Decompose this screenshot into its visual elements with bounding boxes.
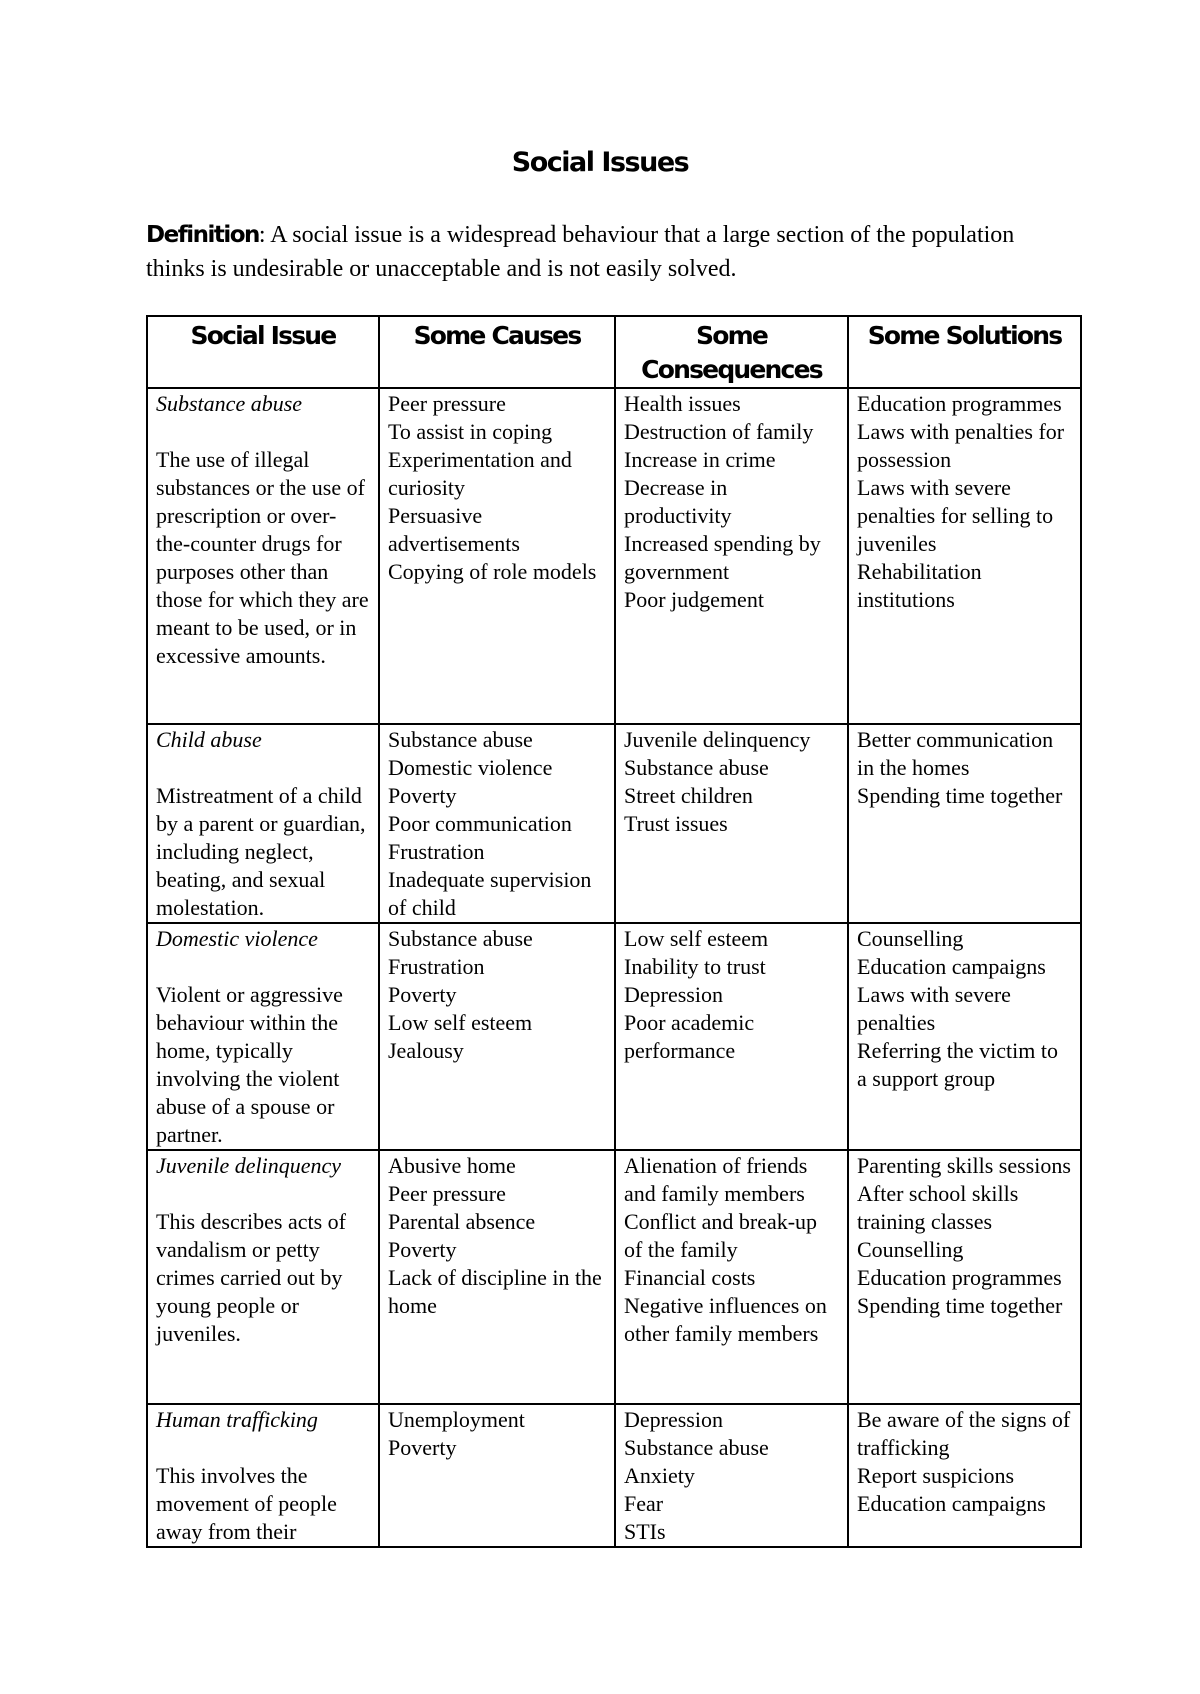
solution-item: Education programmes (857, 391, 1062, 416)
solution-item: Education programmes (857, 1265, 1062, 1290)
consequence-item: Destruction of family (624, 419, 814, 444)
issue-description: Mistreatment of a child by a parent or guardian, including neglect, beating, and sexual molestation. (156, 783, 366, 920)
causes-cell (379, 1150, 615, 1404)
table-row (147, 1404, 1081, 1547)
solution-item: Laws with penalties for possession (857, 419, 1065, 472)
header-some-consequences: Some Consequences (615, 316, 848, 388)
consequence-item: Substance abuse (624, 1435, 769, 1460)
table-body (147, 388, 1081, 1547)
solutions-cell (848, 1404, 1081, 1547)
cause-item: Poverty (388, 982, 457, 1007)
consequence-item: Low self esteem (624, 926, 769, 951)
solution-item: Better communication in the homes (857, 727, 1054, 780)
definition-paragraph (146, 218, 1066, 286)
header-some-solutions: Some Solutions (848, 316, 1081, 388)
causes-cell (379, 1404, 615, 1547)
causes-cell (379, 388, 615, 724)
cause-item: Poor communication (388, 811, 572, 836)
cause-item: Abusive home (388, 1153, 516, 1178)
cause-item: Poverty (388, 1435, 457, 1460)
solution-item: Spending time together (857, 1293, 1063, 1318)
solution-item: Counselling (857, 1237, 964, 1262)
issue-description: This describes acts of vandalism or petty crimes carried out by young people or juveniles. (156, 1209, 346, 1346)
cause-item: Frustration (388, 839, 485, 864)
solutions-cell (848, 1150, 1081, 1404)
solution-item: Parenting skills sessions (857, 1153, 1071, 1178)
issue-name: Domestic violence (156, 926, 318, 951)
cause-item: Peer pressure (388, 391, 506, 416)
definition-label: Definition (146, 222, 259, 248)
causes-cell (379, 724, 615, 923)
issue-cell (147, 923, 379, 1150)
consequence-item: Depression (624, 1407, 723, 1432)
cause-item: Low self esteem (388, 1010, 533, 1035)
consequence-item: Anxiety (624, 1463, 695, 1488)
cause-item: Parental absence (388, 1209, 536, 1234)
consequences-cell (615, 923, 848, 1150)
solution-item: After school skills training classes (857, 1181, 1019, 1234)
issue-name: Substance abuse (156, 391, 303, 416)
consequence-item: Depression (624, 982, 723, 1007)
solution-item: Report suspicions (857, 1463, 1015, 1488)
cause-item: Poverty (388, 1237, 457, 1262)
cause-item: Experimentation and curiosity (388, 447, 572, 500)
solution-item: Laws with severe penalties for selling to juveniles (857, 475, 1054, 556)
consequence-item: Street children (624, 783, 753, 808)
cause-item: Persuasive advertisements (388, 503, 520, 556)
consequence-item: Financial costs (624, 1265, 756, 1290)
consequence-item: Inability to trust (624, 954, 766, 979)
table-row (147, 923, 1081, 1150)
consequence-item: Poor academic performance (624, 1010, 755, 1063)
cause-item: Peer pressure (388, 1181, 506, 1206)
solutions-cell (848, 724, 1081, 923)
issue-name: Child abuse (156, 727, 262, 752)
consequence-item: Poor judgement (624, 587, 764, 612)
table-row (147, 1150, 1081, 1404)
consequence-item: Alienation of friends and family members (624, 1153, 808, 1206)
cause-item: Frustration (388, 954, 485, 979)
solution-item: Be aware of the signs of trafficking (857, 1407, 1071, 1460)
cause-item: To assist in coping (388, 419, 553, 444)
consequence-item: Health issues (624, 391, 741, 416)
consequence-item: STIs (624, 1519, 666, 1544)
table-row (147, 724, 1081, 923)
issue-description: Violent or aggressive behaviour within the home, typically involving the violent abuse of a spouse or partner. (156, 982, 343, 1147)
cause-item: Substance abuse (388, 926, 533, 951)
issue-cell (147, 724, 379, 923)
issue-cell (147, 1150, 379, 1404)
solutions-cell (848, 923, 1081, 1150)
cause-item: Domestic violence (388, 755, 553, 780)
solution-item: Rehabilitation institutions (857, 559, 982, 612)
cause-item: Lack of discipline in the home (388, 1265, 602, 1318)
consequence-item: Substance abuse (624, 755, 769, 780)
consequence-item: Decrease in productivity (624, 475, 732, 528)
cause-item: Unemployment (388, 1407, 525, 1432)
cause-item: Inadequate supervision of child (388, 867, 592, 920)
definition-text: : A social issue is a widespread behaviour that a large section of the population thinks is undesirable or unacceptable and is not easily solved. (146, 222, 1015, 282)
cause-item: Substance abuse (388, 727, 533, 752)
page-title: Social Issues (511, 147, 689, 178)
header-some-causes: Some Causes (379, 316, 615, 388)
issue-name: Human trafficking (156, 1407, 318, 1432)
solution-item: Referring the victim to a support group (857, 1038, 1058, 1091)
issue-description: The use of illegal substances or the use of prescription or over-the-counter drugs for purposes other than those for which they are meant to be used, or in excessive amounts. (156, 447, 369, 668)
table-row (147, 388, 1081, 724)
solution-item: Education campaigns (857, 954, 1046, 979)
consequence-item: Increase in crime (624, 447, 776, 472)
cause-item: Jealousy (388, 1038, 464, 1063)
issue-cell (147, 1404, 379, 1547)
consequence-item: Increased spending by government (624, 531, 821, 584)
solution-item: Spending time together (857, 783, 1063, 808)
consequence-item: Conflict and break-up of the family (624, 1209, 818, 1262)
solution-item: Laws with severe penalties (857, 982, 1011, 1035)
solution-item: Counselling (857, 926, 964, 951)
cause-item: Poverty (388, 783, 457, 808)
header-social-issue: Social Issue (147, 316, 379, 388)
consequences-cell (615, 1150, 848, 1404)
consequences-cell (615, 388, 848, 724)
issue-cell (147, 388, 379, 724)
social-issues-table (146, 315, 1082, 1548)
cause-item: Copying of role models (388, 559, 597, 584)
issue-name: Juvenile delinquency (156, 1153, 342, 1178)
consequence-item: Juvenile delinquency (624, 727, 811, 752)
causes-cell (379, 923, 615, 1150)
solutions-cell (848, 388, 1081, 724)
consequence-item: Fear (624, 1491, 664, 1516)
solution-item: Education campaigns (857, 1491, 1046, 1516)
consequences-cell (615, 1404, 848, 1547)
consequence-item: Negative influences on other family members (624, 1293, 827, 1346)
consequences-cell (615, 724, 848, 923)
table-header-row (147, 316, 1081, 388)
consequence-item: Trust issues (624, 811, 728, 836)
issue-description: This involves the movement of people away from their (156, 1463, 337, 1544)
